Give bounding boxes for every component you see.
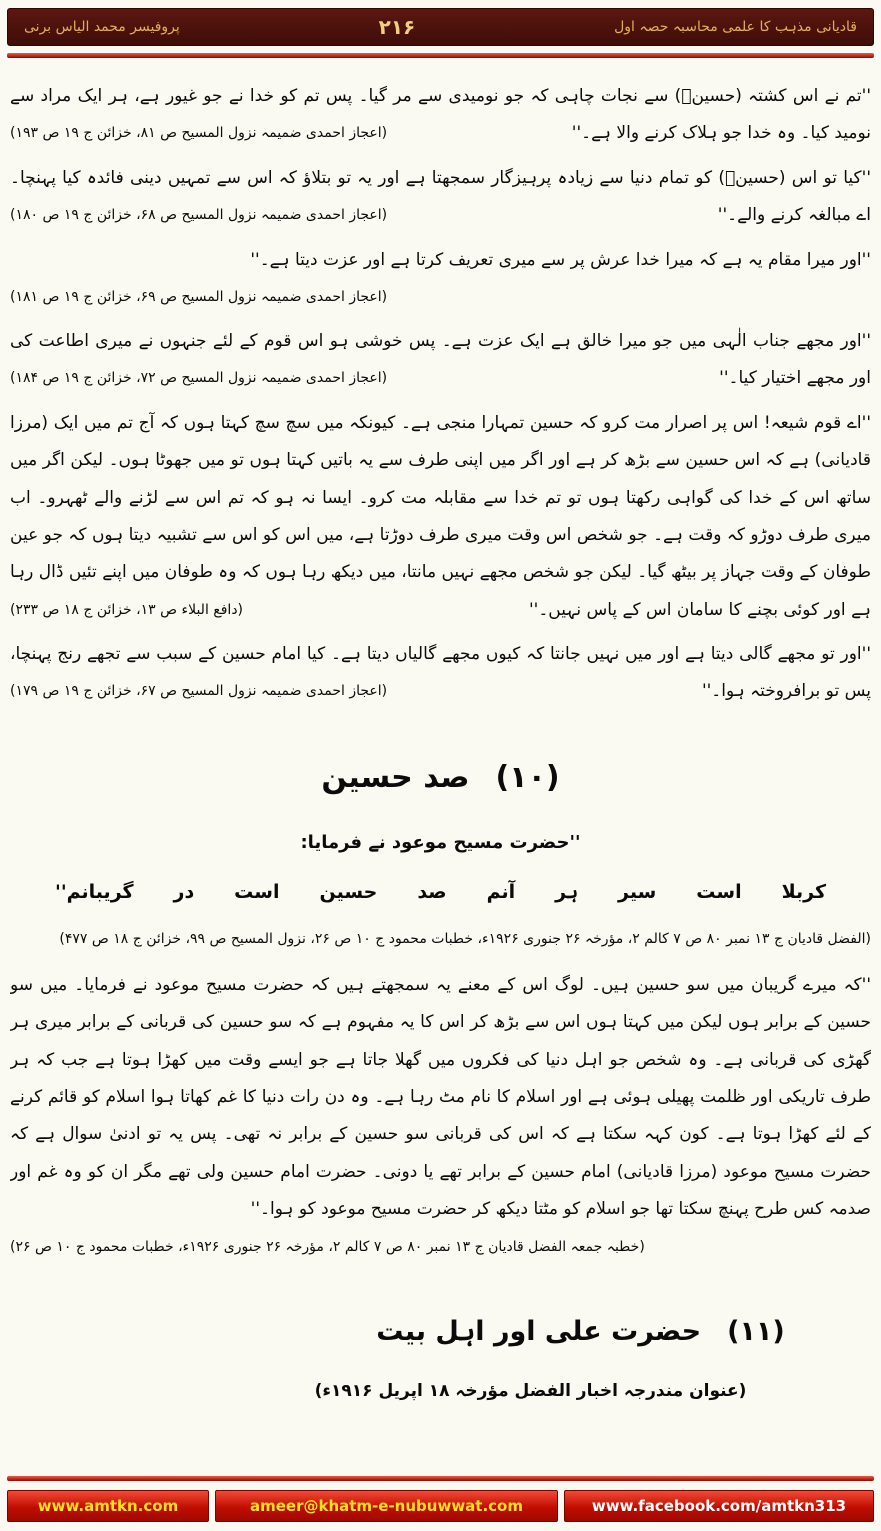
section-10-heading bbox=[10, 745, 871, 811]
top-divider-rule bbox=[7, 53, 874, 58]
section-number: (۱۰) bbox=[495, 759, 560, 795]
header-page-number: ۲۱۶ bbox=[378, 15, 416, 39]
quote-text: ''اور میرا مقام یہ ہے کہ میرا خدا عرش پر سے میری تعریف کرتا ہے اور عزت دیتا ہے۔'' bbox=[250, 249, 871, 270]
quote-text: ''کہ میرے گریبان میں سو حسین ہیں۔ لوگ اس کے معنے یہ سمجھتے ہیں کہ حضرت مسیح موعود نے فرمایا۔ میں سو حسین کے برابر ہوں لیکن میں کہتا ہوں اس سے بڑھ کر اس کا یہ مفہوم ہے کہ سو حسین کی قربانی کے برابر میری ہر گھڑی کی قربانی ہے۔ وہ شخص جو اہل دنیا کی فکروں میں گھلا جاتا ہے جو ایسے وقت میں کھڑا ہوتا ہے جب کہ ہر طرف تاریکی اور ظلمت پھیلی ہوئی ہے اور اسلام کا نام مٹ رہا ہے۔ وہ دن رات دنیا کا غم کھاتا ہوا اسلام کو قائم کرنے کے لئے کھڑا ہوتا ہے۔ کون کہہ سکتا ہے کہ اس کی قربانی سو حسین کے برابر نہ تھی۔ پس یہ تو ادنیٰ سوال ہے کہ حضرت مسیح موعود (مرزا قادیانی) امام حسین کے برابر تھے یا دونی۔ حضرت امام حسین ولی تھے مگر ان کو وہ غم اور صدمہ کس طرح پہنچ سکتا تھا جو اسلام کو مٹتا دیکھ کر حضرت مسیح موعود کو ہوا۔'' bbox=[10, 974, 871, 1220]
quote-text: ''اور تو مجھے گالی دیتا ہے اور میں نہیں جانتا کہ کیوں مجھے گالیاں دیتا ہے۔ کیا امام حسین کے سبب سے تجھے رنج پہنچا، پس تو برافروختہ ہوا۔'' bbox=[10, 644, 871, 702]
quote-citation: (اعجاز احمدی ضمیمہ نزول المسیح ص ۶۸، خزائن ج ۱۹ ص ۱۸۰) bbox=[10, 207, 388, 224]
quote-citation: (اعجاز احمدی ضمیمہ نزول المسیح ص ۶۷، خزائن ج ۱۹ ص ۱۷۹) bbox=[10, 683, 388, 700]
section-10-intro: ''حضرت مسیح موعود نے فرمایا: bbox=[300, 831, 581, 853]
quote-text: ''اے قوم شیعہ! اس پر اصرار مت کرو کہ حسین تمہارا منجی ہے۔ کیونکہ میں سچ سچ کہتا ہوں کہ آج تم میں ایک (مرزا قادیانی) ہے کہ اس حسین سے بڑھ کر ہے اور اگر میں اپنی طرف سے یہ باتیں کہتا ہوں تو میں جھوٹا ہوں۔ لیکن اگر میں ساتھ اس کے خدا کی گواہی رکھتا ہوں تو تم خدا سے مقابلہ مت کرو۔ ایسا نہ ہو کہ تم اس سے لڑنے والے ٹھہرو۔ اب میری طرف دوڑو کہ وقت ہے۔ جو شخص اس وقت میری طرف دوڑتا ہے، میں اس کو اس سے تشبیہ دیتا ہوں کہ جو عین طوفان کے وقت جہاز پر بیٹھ گیا۔ لیکن جو شخص مجھے نہیں مانتا، میں دیکھ رہا ہوں کہ وہ طوفان میں اپنے تئیں ڈال رہا ہے اور کوئی بچنے کا سامان اس کے پاس نہیں۔'' bbox=[10, 412, 871, 620]
section-11-subtitle: (عنوان مندرجہ اخبار الفضل مؤرخہ ۱۸ اپریل ۱۹۱۶ء) bbox=[314, 1380, 747, 1401]
header-author-text: پروفیسر محمد الیاس برنی bbox=[24, 19, 180, 35]
quote-citation: (خطبہ جمعہ الفضل قادیان ج ۱۳ نمبر ۸۰ ص ۷ کالم ۲، مؤرخہ ۲۶ جنوری ۱۹۲۶ء، خطبات محمود ج ۱۰ ص ۲۶) bbox=[10, 1238, 645, 1255]
persian-couplet: کربلا است سیر ہر آنم صد حسین است در گریبانم'' bbox=[55, 881, 826, 904]
footer-facebook: www.facebook.com/amtkn313 bbox=[564, 1490, 874, 1522]
footer-email: ameer@khatm-e-nubuwwat.com bbox=[215, 1490, 558, 1522]
quote-paragraph-4 bbox=[10, 323, 871, 398]
quote-paragraph-1 bbox=[10, 78, 871, 153]
footer-bar bbox=[7, 1490, 874, 1522]
header-bar bbox=[7, 8, 874, 46]
quote-citation: (اعجاز احمدی ضمیمہ نزول المسیح ص ۷۲، خزائن ج ۱۹ ص ۱۸۴) bbox=[10, 370, 388, 387]
quote-paragraph-6 bbox=[10, 636, 871, 711]
quote-paragraph-3 bbox=[10, 242, 871, 316]
section-number: (۱۱) bbox=[727, 1315, 785, 1347]
footer-website: www.amtkn.com bbox=[7, 1490, 209, 1522]
quote-citation: (اعجاز احمدی ضمیمہ نزول المسیح ص ۶۹، خزائن ج ۱۹ ص ۱۸۱) bbox=[10, 288, 388, 305]
header-book-title: قادیانی مذہب کا علمی محاسبہ حصہ اول bbox=[614, 19, 857, 35]
quote-paragraph-2 bbox=[10, 160, 871, 235]
quote-paragraph-5 bbox=[10, 405, 871, 629]
section-title: حضرت علی اور اہل بیت bbox=[376, 1315, 702, 1347]
bottom-divider-rule bbox=[7, 1476, 874, 1481]
section-10-paragraph bbox=[10, 967, 871, 1266]
page-text-content bbox=[10, 78, 871, 1467]
couplet-citation: (الفضل قادیان ج ۱۳ نمبر ۸۰ ص ۷ کالم ۲، مؤرخہ ۲۶ جنوری ۱۹۲۶ء، خطبات محمود ج ۱۰ ص ۲۶، نزول المسیح ص ۹۹، خزائن ج ۱۸ ص ۴۷۷) bbox=[59, 931, 871, 948]
quote-citation: (اعجاز احمدی ضمیمہ نزول المسیح ص ۸۱، خزائن ج ۱۹ ص ۱۹۳) bbox=[10, 125, 388, 142]
quote-text: ''کیا تو اس (حسینؓ) کو تمام دنیا سے زیادہ پرہیزگار سمجھتا ہے اور یہ تو بتلاؤ کہ اس سے تمہیں دینی فائدہ کیا پہنچا۔ اے مبالغہ کرنے والے۔'' bbox=[10, 167, 871, 226]
section-11-heading bbox=[150, 1302, 871, 1361]
quote-text: ''اور مجھے جناب الٰہی میں جو میرا خالق ہے ایک عزت ہے۔ پس خوشی ہو اس قوم کے لئے جنہوں نے میری اطاعت کی اور مجھے اختیار کیا۔'' bbox=[10, 330, 871, 389]
quote-citation: (دافع البلاء ص ۱۳، خزائن ج ۱۸ ص ۲۳۳) bbox=[10, 601, 244, 618]
section-title: صد حسین bbox=[321, 759, 470, 795]
quote-text: ''تم نے اس کشتہ (حسینؓ) سے نجات چاہی کہ جو نومیدی سے مر گیا۔ پس تم کو خدا نے جو غیور ہے، ہر ایک مراد سے نومید کیا۔ وہ خدا جو ہلاک کرنے والا ہے۔'' bbox=[10, 86, 871, 144]
